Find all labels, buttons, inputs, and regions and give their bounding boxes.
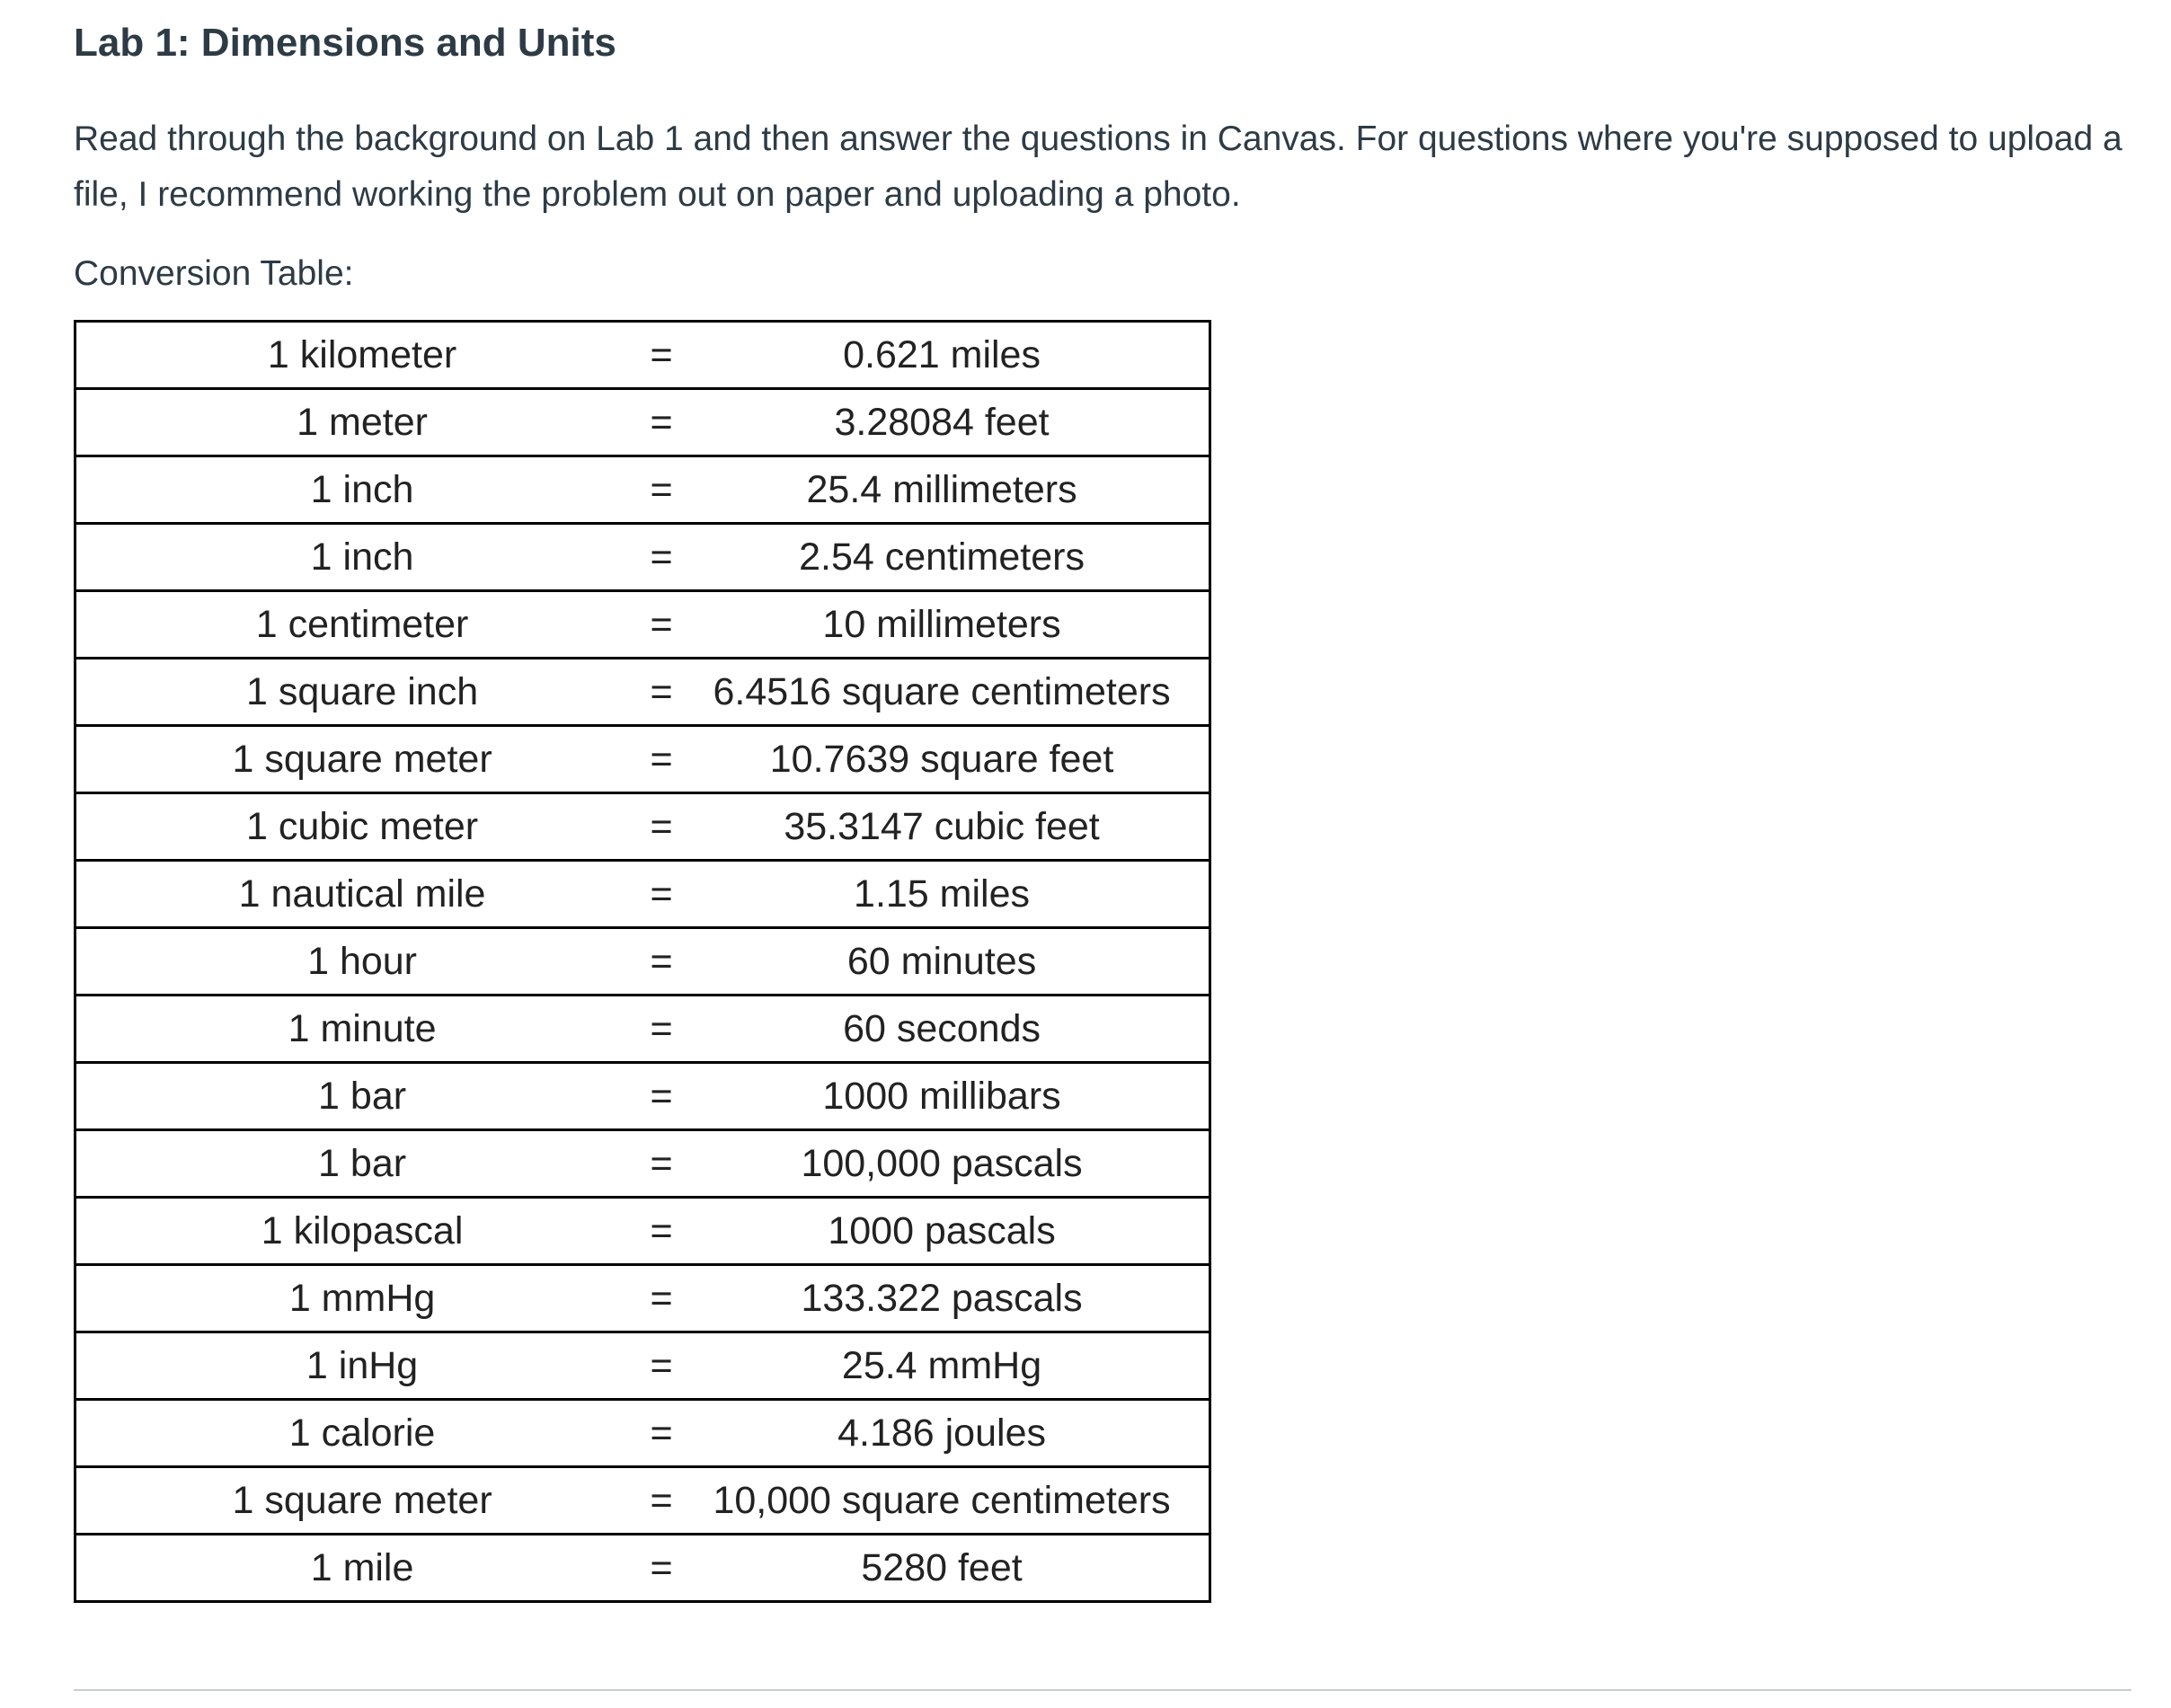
conversion-to-cell: 1.15 miles [675, 861, 1210, 928]
table-row [75, 591, 1210, 659]
conversion-from-cell: 1 bar [75, 1130, 649, 1198]
conversion-from-cell: 1 kilopascal [75, 1198, 649, 1265]
table-row [75, 1467, 1210, 1535]
table-row [75, 1130, 1210, 1198]
table-row [75, 861, 1210, 928]
conversion-from-cell: 1 square inch [75, 659, 649, 726]
equals-sign-cell: = [648, 389, 675, 456]
equals-sign-cell: = [648, 1400, 675, 1467]
conversion-to-cell: 0.621 miles [675, 322, 1210, 389]
table-row [75, 996, 1210, 1063]
conversion-to-cell: 2.54 centimeters [675, 524, 1210, 591]
table-row [75, 726, 1210, 793]
equals-sign-cell: = [648, 861, 675, 928]
equals-sign-cell: = [648, 793, 675, 861]
conversion-to-cell: 6.4516 square centimeters [675, 659, 1210, 726]
conversion-from-cell: 1 meter [75, 389, 649, 456]
table-row [75, 1535, 1210, 1602]
conversion-from-cell: 1 bar [75, 1063, 649, 1130]
conversion-from-cell: 1 nautical mile [75, 861, 649, 928]
conversion-to-cell: 35.3147 cubic feet [675, 793, 1210, 861]
equals-sign-cell: = [648, 1130, 675, 1198]
conversion-table [74, 320, 1211, 1603]
bottom-divider [74, 1689, 2131, 1691]
equals-sign-cell: = [648, 1198, 675, 1265]
table-row [75, 524, 1210, 591]
conversion-to-cell: 10.7639 square feet [675, 726, 1210, 793]
conversion-to-cell: 25.4 millimeters [675, 456, 1210, 524]
conversion-from-cell: 1 mmHg [75, 1265, 649, 1332]
conversion-table-body [75, 322, 1210, 1602]
page-content [74, 0, 2131, 1589]
table-row [75, 389, 1210, 456]
conversion-to-cell: 1000 millibars [675, 1063, 1210, 1130]
conversion-from-cell: 1 minute [75, 996, 649, 1063]
conversion-from-cell: 1 inch [75, 524, 649, 591]
conversion-from-cell: 1 inHg [75, 1332, 649, 1400]
conversion-to-cell: 10,000 square centimeters [675, 1467, 1210, 1535]
conversion-to-cell: 1000 pascals [675, 1198, 1210, 1265]
table-row [75, 456, 1210, 524]
table-row [75, 322, 1210, 389]
equals-sign-cell: = [648, 322, 675, 389]
equals-sign-cell: = [648, 659, 675, 726]
equals-sign-cell: = [648, 1332, 675, 1400]
conversion-to-cell: 100,000 pascals [675, 1130, 1210, 1198]
conversion-from-cell: 1 hour [75, 928, 649, 996]
conversion-from-cell: 1 inch [75, 456, 649, 524]
conversion-from-cell: 1 kilometer [75, 322, 649, 389]
conversion-to-cell: 133.322 pascals [675, 1265, 1210, 1332]
conversion-from-cell: 1 mile [75, 1535, 649, 1602]
conversion-to-cell: 3.28084 feet [675, 389, 1210, 456]
conversion-from-cell: 1 cubic meter [75, 793, 649, 861]
conversion-to-cell: 10 millimeters [675, 591, 1210, 659]
conversion-to-cell: 25.4 mmHg [675, 1332, 1210, 1400]
table-row [75, 1332, 1210, 1400]
equals-sign-cell: = [648, 1265, 675, 1332]
equals-sign-cell: = [648, 591, 675, 659]
page-title: Lab 1: Dimensions and Units [74, 21, 616, 65]
conversion-to-cell: 60 minutes [675, 928, 1210, 996]
equals-sign-cell: = [648, 456, 675, 524]
table-row [75, 1063, 1210, 1130]
equals-sign-cell: = [648, 1535, 675, 1602]
table-row [75, 793, 1210, 861]
table-row [75, 928, 1210, 996]
equals-sign-cell: = [648, 726, 675, 793]
table-row [75, 659, 1210, 726]
equals-sign-cell: = [648, 1467, 675, 1535]
conversion-from-cell: 1 square meter [75, 726, 649, 793]
equals-sign-cell: = [648, 928, 675, 996]
conversion-to-cell: 4.186 joules [675, 1400, 1210, 1467]
conversion-to-cell: 5280 feet [675, 1535, 1210, 1602]
equals-sign-cell: = [648, 996, 675, 1063]
table-row [75, 1400, 1210, 1467]
conversion-to-cell: 60 seconds [675, 996, 1210, 1063]
equals-sign-cell: = [648, 1063, 675, 1130]
conversion-from-cell: 1 calorie [75, 1400, 649, 1467]
table-row [75, 1265, 1210, 1332]
conversion-from-cell: 1 square meter [75, 1467, 649, 1535]
intro-paragraph: Read through the background on Lab 1 and then answer the questions in Canvas. For questions where you're supposed to upload a file, I recommend working the problem out on paper and uploading a photo. [74, 119, 2122, 214]
equals-sign-cell: = [648, 524, 675, 591]
table-row [75, 1198, 1210, 1265]
conversion-from-cell: 1 centimeter [75, 591, 649, 659]
table-caption: Conversion Table: [74, 254, 354, 293]
